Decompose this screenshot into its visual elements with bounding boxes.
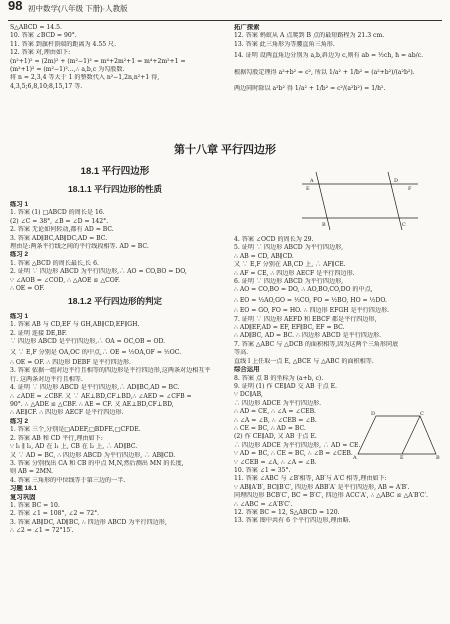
text-line: 3. 答案 AB∥DC, AD∥BC, ∴ 四边形 ABCD 为平行四边形,: [10, 518, 167, 526]
text-line: 又 ∵ AD = BC, ∴ 四边形 ABCD 为平行四边形, ∴ AB∥CD.: [10, 451, 176, 459]
text-line: 2. 答案 ∠1 = 108°, ∠2 = 72°.: [10, 510, 100, 518]
text-line: 2. 答案 无论如何转动,都有 AD = BC.: [10, 226, 114, 234]
text-line: ∵ AB∥A′B′, BC∥B′C′, 四边形 ABB′A′ 是平行四边形, AB = A′B′.: [234, 483, 410, 491]
section-heading: 练习 1: [10, 313, 29, 320]
text-line: ∵ l₁ ∥ l₂, AD 在 l₁ 上, CB 在 l₂ 上, ∴ AD∥BC.: [10, 443, 138, 451]
top-left-column: [10, 24, 220, 91]
text-line: (2) ∠C = 38°, ∠B = ∠D = 142°.: [10, 217, 109, 225]
figure-label: C: [402, 222, 406, 228]
figure-label: F: [408, 186, 412, 192]
text-line: ∴ AB = CD, AB∥CD.: [234, 252, 294, 260]
text-line: ∴ AF = CE, ∴ 四边形 AECF 是平行四边形.: [234, 269, 355, 277]
text-line: ∴ ∠A = ∠B, ∴ ∠CEB = ∠B.: [234, 416, 317, 424]
subsection-title: 18.1.1 平行四边形的性质: [68, 184, 162, 194]
figure-label: E: [400, 455, 404, 460]
left-column-b: [10, 313, 222, 536]
text-line: 4,3,5;6,8,10;8,15,17 等.: [10, 82, 83, 90]
text-line: 7. 证明 ∵ 四边形 AEFD 和 EBCF 都是平行四边形,: [234, 315, 377, 323]
figure-label: A: [353, 455, 357, 460]
text-line: 3. 答案 AD∥BC,AB∥DC,AD = BC.: [10, 234, 108, 242]
text-line: 1. 答案 三个,分别是□ADEF,□BDFE,□CFDE.: [10, 426, 141, 434]
text-line: 8. 答案 点 B 的坐标为 (a+b, c).: [234, 374, 324, 382]
text-line: 12. 答案 BC = 12, S△ABCD = 120.: [234, 509, 340, 516]
chapter-title: 第十八章 平行四边形: [173, 144, 277, 156]
text-line: ∴ AE∥CF. ∴ 四边形 AECF 是平行四边形.: [10, 409, 124, 417]
text-line: 2. 证明 ∵ 四边形 ABCD 为平行四边形,∴ AO = CO,BO = DO,: [10, 268, 187, 276]
text-line: (2) 作 CE∥AD, 又 AB 于点 E.: [234, 433, 317, 441]
figure-label: C: [420, 411, 424, 417]
text-line: ∴ AD∥EF,AD = EF, EF∥BC, EF = BC.: [234, 324, 345, 332]
text-line: ∴ EO = ½AO,GO = ½CO, FO = ½BO, HO = ½DO.: [234, 296, 387, 304]
figure-label: D: [371, 411, 376, 417]
figure-trapezoid: [352, 410, 442, 460]
figure-label: E: [306, 186, 310, 192]
section-heading: 练习 1: [10, 201, 29, 208]
text-line: 90°. ∴ △ADE ≌ △CBF. ∴ AE = CF. 又 AE⊥BD,CF⊥BD,: [10, 401, 174, 409]
text-line: ∴ 四边形 ADCE 为平行四边形.: [234, 399, 322, 407]
text-line: 6. 证明 ∵ 四边形 ABCD 为平行四边形,: [234, 278, 344, 286]
text-line: 根据勾股定理得 a²+b² = c², 所以 1/a² + 1/b² = (a²+b²)/(a²b²).: [234, 68, 415, 76]
text-line: 2. 答案 AB 和 CD 平行,理由如下:: [10, 434, 103, 442]
text-line: ∴ AO = CO,BO = DO, ∴ AO,BO,CO,DO 的中点,: [234, 286, 373, 294]
text-line: 13. 答案 图中共有 6 个平行四边形,理由略.: [234, 517, 351, 525]
text-line: (m²+1)² = (m²−1)²...,∴ a,b,c 为勾股数.: [10, 66, 125, 74]
subsection-title: 18.1.2 平行四边形的判定: [68, 296, 162, 306]
text-line: ∵ ∠CEB = ∠A, ∴ ∠A = ∠B.: [234, 458, 317, 466]
text-line: ∴ CE = BC, ∴ AD = BC.: [234, 424, 306, 432]
text-line: 等高.: [234, 349, 249, 357]
text-line: ∴ AD∥BC, AD = BC. ∴ 四边形 ABCD 是平行四边形.: [234, 332, 382, 340]
header-rule: [8, 20, 442, 21]
header-title: 初中数学(八年级 下册)·人教版: [28, 4, 128, 13]
figure-label: B: [322, 222, 326, 228]
text-line: ∴ OE = OF. ∴ 四边形 DEBF 是平行四边形.: [10, 359, 131, 367]
text-line: ∴ ∠2 = ∠1 = 72°15′.: [10, 527, 74, 535]
section-heading: 综合运用: [234, 366, 260, 374]
text-line: ∵ AD = BC, ∴ CE = BC, ∴ ∠B = ∠CEB.: [234, 450, 353, 458]
text-line: 4. 答案 ∠OCD 的周长为 29.: [234, 236, 314, 243]
section-heading: 练习 2: [10, 251, 29, 259]
text-line: ∴ AD = CE, ∴ ∠A = ∠CEB.: [234, 408, 316, 416]
text-line: 1. 答案 BC = 10.: [10, 501, 60, 509]
text-line: 7. 答案 △ABC 与 △DCB 的面积相等,因为这两个三角形同底: [234, 340, 399, 348]
text-line: 理由是:两条平行线之间的平行线段相等. AD = BC.: [10, 243, 149, 251]
text-line: 1. 答案 △BCD 的周长最长,长 6.: [10, 259, 99, 267]
text-line: 则 AB = 2MN.: [10, 468, 53, 476]
text-line: 又 ∵ E,F 分别在 AB,CD 上, ∴ AF∥CE.: [234, 261, 346, 269]
text-line: 将 n = 2,3,4 等大于 1 的整数代入 n²−1,2n,n²+1 得,: [10, 74, 160, 82]
text-line: (n²+1)² = (2m)² + (m²−1)² = m⁴+2m²+1 = m⁴+2m²+1 =: [10, 57, 186, 65]
figure-label: B: [436, 455, 440, 460]
figure-line: [402, 416, 420, 454]
right-column-a: [234, 236, 444, 526]
text-line: ∵ ∠AOB = ∠COD, ∴ △AOE ≌ △COF.: [10, 276, 120, 284]
text-line: 13. 答案 此三角形为等腰直角三角形.: [234, 40, 335, 48]
text-line: 两边同时除以 a²b² 得 1/a² + 1/b² = c²/(a²b²) = 1/h².: [234, 85, 386, 93]
text-line: ∴ 四边形 ADCE 为平行四边形, ∴ AD = CE.: [234, 441, 361, 449]
text-line: 14. 证明 设两直角边分别为 a,b,斜边为 c,则有 ab = ½ch, h = ab/c.: [234, 52, 424, 60]
text-line: 12. 答案 蚂蚁从 A 点爬到 B 点的最短路程为 21.3 cm.: [234, 32, 385, 40]
section-heading: 拓广探索: [234, 24, 260, 31]
text-line: 4. 证明 ∵ 四边形 ABCD 是平行四边形,∴ AD∥BC,AD = BC.: [10, 384, 180, 392]
text-line: 又 ∵ E,F 分别是 OA,OC 的中点,∴ OE = ½OA,OF = ½OC.: [10, 348, 182, 356]
text-line: 11. 答案 ∠ABC 与 ∠B′相等, AB′与 A′C 相等,理由如下:: [234, 475, 387, 483]
figure-trapezoid-outline: [358, 416, 436, 454]
top-right-column: [234, 24, 444, 93]
section-title: 18.1 平行四边形: [80, 166, 150, 177]
text-line: 1. 答案 (1) □ABCD 的周长是 16.: [10, 209, 105, 217]
text-line: ∵ 四边形 ABCD 是平行四边形,∴ OA = OC,OB = OD.: [10, 338, 166, 346]
page-number: 98: [8, 0, 23, 13]
text-line: 10. 答案 ∠1 = 35°.: [234, 466, 291, 474]
section-heading: 复习巩固: [10, 493, 36, 501]
text-line: 直线 l 上任取一点 E, △BCE 与 △ABC 的面积相等.: [234, 357, 374, 365]
section-heading: 练习 2: [10, 417, 29, 425]
text-line: 9. 证明 (1) 作 CE∥AD 交 AB 于点 E.: [234, 382, 337, 390]
text-line: 11. 答案 到旗杆顶端的距离为 4.55 尺.: [10, 40, 117, 48]
text-line: 5. 证明 ∵ 四边形 ABCD 为平行四边形,: [234, 244, 344, 252]
text-line: 2. 证明 连接 DE,BF.: [10, 329, 67, 337]
text-line: 3. 答案 依据一组对边平行且相等的四边形是平行四边形,这两条对边相互平: [10, 367, 211, 375]
text-line: ∴ ∠ABC = ∠A′B′C′.: [234, 500, 293, 508]
text-line: 行. 这两条对边平行且相等.: [10, 375, 83, 383]
text-line: 12. 答案 对,理由如下:: [10, 49, 71, 57]
text-line: 3. 答案 分别找出 CA 和 CB 的中点 M,N,然后测出 MN 的长度,: [10, 459, 184, 467]
text-line: ∵ DC∥AB,: [234, 391, 263, 399]
text-line: 4. 答案 三角形的中位线等于第三边的一半.: [10, 476, 126, 484]
figure-label: D: [394, 178, 399, 184]
text-line: 同理四边形 BCB′C′, BC = B′C′, 四边形 ACC′A′, ∴ △ABC ≌ △A′B′C′.: [234, 492, 428, 500]
text-line: 10. 答案 ∠BCD = 90°.: [10, 32, 77, 40]
section-heading: 习题 18.1: [10, 485, 37, 493]
figure-label: A: [310, 178, 314, 184]
text-line: S△ABCD = 14.5.: [10, 24, 62, 31]
text-line: ∴ ∠ADE = ∠CBF. 又 ∵ AE⊥BD,CF⊥BD,∴ ∠AED = ∠CFB =: [10, 392, 192, 400]
figure-parallelogram-lines: [300, 170, 420, 232]
text-line: ∴ OE = OF.: [10, 285, 45, 293]
left-column-a: [10, 201, 222, 293]
text-line: 1. 答案 AB 与 CD,EF 与 GH,AB∥CD,EF∥GH.: [10, 321, 140, 329]
text-line: ∴ EO = GO, FO = HO. ∴ 四边形 EFGH 是平行四边形.: [234, 307, 389, 315]
